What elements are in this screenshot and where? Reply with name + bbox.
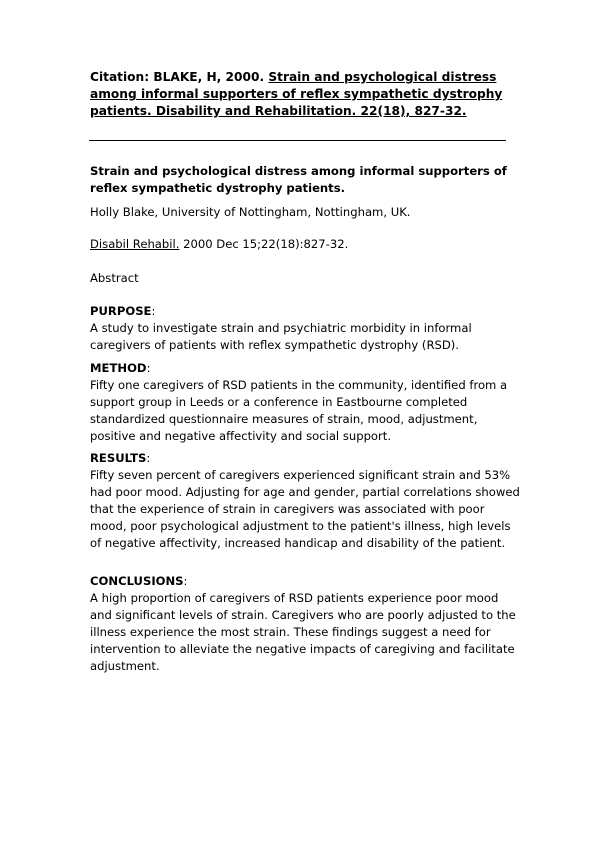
conclusions-heading: CONCLUSIONS	[90, 574, 184, 588]
section-heading	[90, 450, 520, 467]
section-results	[90, 450, 520, 552]
article-title: Strain and psychological distress among informal supporters of reflex sympathetic dystrophy patients.	[90, 164, 507, 195]
heading-colon: :	[151, 304, 156, 318]
journal-details: 2000 Dec 15;22(18):827-32.	[179, 237, 349, 251]
purpose-text: A study to investigate strain and psychiatric morbidity in informal caregivers of patients with reflex sympathetic dystrophy (RSD).	[90, 321, 472, 352]
section-heading	[90, 573, 520, 590]
results-heading: RESULTS	[90, 451, 147, 465]
section-purpose	[90, 303, 520, 354]
divider	[89, 140, 506, 141]
section-heading	[90, 360, 520, 377]
heading-colon: :	[146, 361, 151, 375]
section-conclusions	[90, 573, 520, 675]
abstract-label: Abstract	[90, 271, 139, 285]
citation	[90, 69, 520, 120]
section-heading	[90, 303, 520, 320]
journal-abbrev-link[interactable]: Disabil Rehabil.	[90, 237, 180, 251]
citation-prefix: Citation: BLAKE, H, 2000.	[90, 70, 269, 84]
citation-reference: Strain and psychological distress among informal supporters of reflex sympathetic dystrophy patients. Disability and Rehabilitation. 22(18), 827-32.	[90, 70, 503, 118]
conclusions-text: A high proportion of caregivers of RSD patients experience poor mood and significant levels of strain. Caregivers who are poorly adjusted to the illness experience the most strain. These findings suggest a need for intervention to alleviate the negative impacts of caregiving and facilitate adjustment.	[90, 591, 516, 673]
results-text: Fifty seven percent of caregivers experienced significant strain and 53% had poor mood. Adjusting for age and gender, partial correlations showed that the experience of strain in caregivers was associated with poor mood, poor psychological adjustment to the patient's illness, high levels of negative affectivity, increased handicap and disability of the patient.	[90, 468, 520, 550]
section-method	[90, 360, 520, 445]
purpose-heading: PURPOSE	[90, 304, 152, 318]
method-heading: METHOD	[90, 361, 147, 375]
method-text: Fifty one caregivers of RSD patients in the community, identified from a support group in Leeds or a conference in Eastbourne completed standardized questionnaire measures of strain, mood, adjustment, positive and negative affectivity and social support.	[90, 378, 508, 443]
heading-colon: :	[183, 574, 188, 588]
author-affiliation: Holly Blake, University of Nottingham, Nottingham, UK.	[90, 205, 411, 219]
heading-colon: :	[146, 451, 151, 465]
journal-reference	[90, 236, 520, 253]
